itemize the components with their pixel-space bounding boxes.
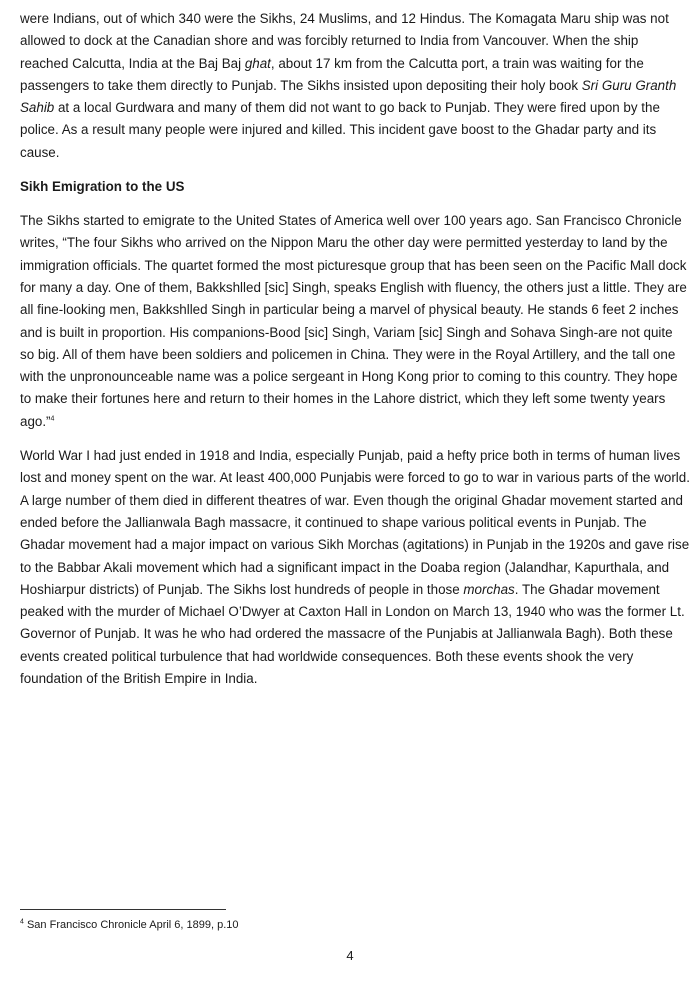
paragraph-text: were Indians, out of which 340 were the Sikhs, 24 Muslims, and 12 Hindus. The Komagata Maru ship was not allowed to dock at the Canadian shore and was forcibly returned to India from Vancouver. When the ship reached Calcutta, India at the Baj Baj [20, 11, 669, 71]
italic-term-ghat: ghat [244, 55, 271, 71]
footnote-text: San Francisco Chronicle April 6, 1899, p.10 [26, 919, 239, 931]
italic-term-morchas: morchas [463, 581, 515, 597]
paragraph-text: . The Ghadar movement peaked with the murder of Michael O’Dwyer at Caxton Hall in London on March 13, 1940 who was the former Lt. Governor of Punjab. It was he who had ordered the massacre of the Punjabis at Jallianwala Bagh). Both these events created political turbulence that had worldwide consequences. Both these events shook the very foundation of the British Empire in India. [20, 581, 685, 687]
paragraph-sikh-emigration [20, 210, 690, 433]
paragraph-text: at a local Gurdwara and many of them did not want to go back to Punjab. They were fired upon by the police. As a result many people were injured and killed. This incident gave boost to the Ghadar party and its cause. [20, 100, 660, 160]
paragraph-komagata-maru [20, 8, 690, 164]
paragraph-text: , about 17 km from the Calcutta port, a train was waiting for the passengers to take them directly to Punjab. The Sikhs insisted upon depositing their holy book [20, 55, 644, 93]
footnote-number: 4 [20, 918, 24, 926]
footnote [20, 917, 239, 933]
section-heading: Sikh Emigration to the US [20, 179, 185, 195]
paragraph-world-war [20, 445, 690, 690]
italic-title-holy-book: Sri Guru Granth Sahib [20, 77, 677, 116]
footnote-divider [20, 909, 226, 910]
paragraph-text: World War I had just ended in 1918 and India, especially Punjab, paid a hefty price both in terms of human lives lost and money spent on the war. At least 400,000 Punjabis were forced to go to war in various parts of the world. A large number of them died in different theatres of war. Even though the original Ghadar movement started and ended before the Jallianwala Bagh massacre, it continued to shape various political events in Punjab. The Ghadar movement had a major impact on various Sikh Morchas (agitations) in Punjab in the 1920s and gave rise to the Babbar Akali movement which had a significant impact in the Doaba region (Jalandhar, Kapurthala, and Hoshiarpur districts) of Punjab. The Sikhs lost hundreds of people in those [20, 448, 690, 597]
document-body [20, 8, 690, 690]
paragraph-text: The Sikhs started to emigrate to the United States of America well over 100 years ago. San Francisco Chronicle writes, “The four Sikhs who arrived on the Nippon Maru the other day were permitted yesterday to land by the immigration officials. The quartet formed the most picturesque group that has been seen on the Pacific Mall dock for many a day. One of them, Bakkshlled [sic] Singh, speaks English with fluency, the others just a little. They are all fine-looking men, Bakkshlled Singh in particular being a marvel of physical beauty. He stands 6 feet 2 inches and is built in proportion. His companions-Bood [sic] Singh, Variam [sic] Singh and Sohava Singh-are not quite so big. All of them have been soldiers and policemen in China. They were in the Royal Artillery, and the tall one with the unpronounceable name was a police sergeant in Hong Kong prior to coming to this country. They hope to make their fortunes here and return to their homes in the Lahore district, which they left some twenty years ago.” [20, 213, 687, 429]
page-number: 4 [346, 948, 354, 963]
footnote-reference[interactable]: 4 [50, 415, 55, 423]
